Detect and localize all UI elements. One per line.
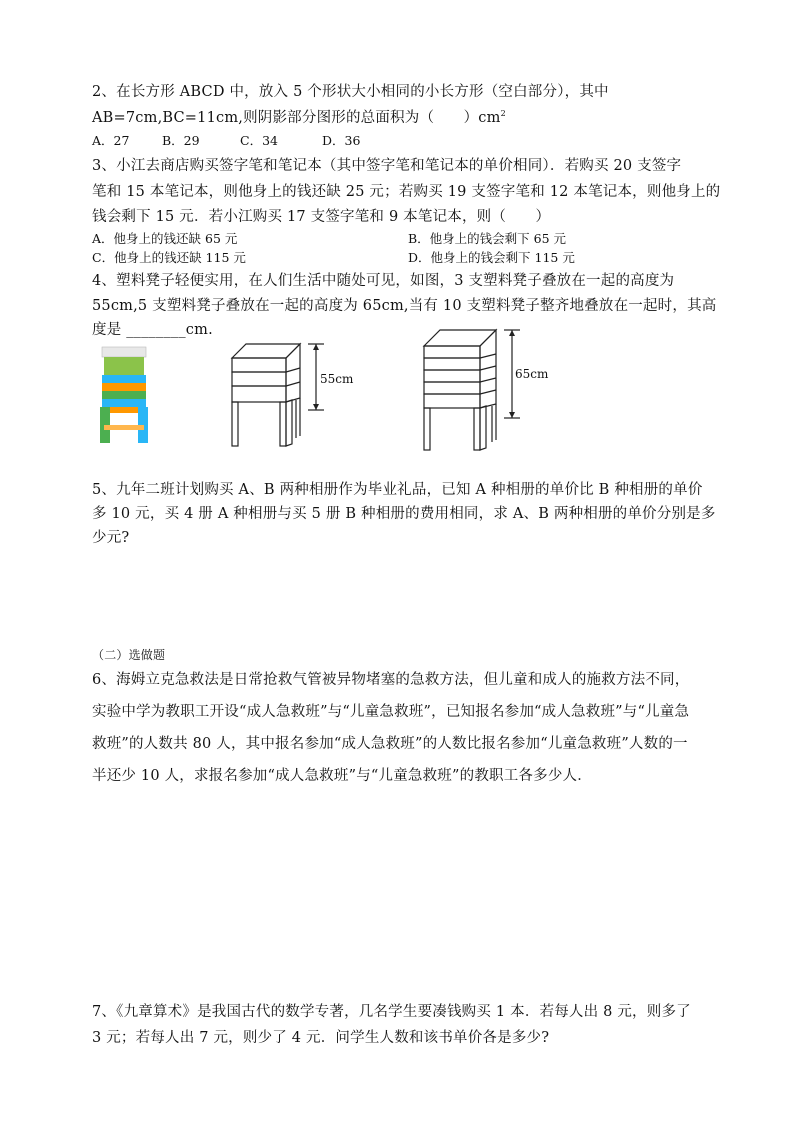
q7-line-2: 3 元；若每人出 7 元，则少了 4 元．问学生人数和该书单价各是多少?	[92, 1030, 550, 1046]
stool-stack-5-diagram	[420, 326, 570, 454]
q6-line-1: 6、海姆立克急救法是日常抢救气管被异物堵塞的急救方法，但儿童和成人的施救方法不同，	[92, 672, 690, 688]
q6-line-2: 实验中学为教职工开设“成人急救班”与“儿童急救班”，已知报名参加“成人急救班”与“儿童急	[92, 704, 690, 720]
q3-line-1: 3、小江去商店购买签字笔和笔记本（其中签字笔和笔记本的单价相同）．若购买 20 支签字	[92, 158, 682, 174]
section-title-optional: （二）选做题	[92, 648, 166, 662]
q2-option-b: B．29	[162, 133, 200, 148]
fig2-height-label: 65cm	[515, 367, 549, 381]
q7-line-1: 7、《九章算术》是我国古代的数学专著，几名学生要凑钱购买 1 本．若每人出 8 元，则多了	[92, 1004, 691, 1020]
q4-line-1: 4、塑料凳子轻便实用，在人们生活中随处可见，如图，3 支塑料凳子叠放在一起的高度为	[92, 273, 675, 289]
q3-line-2: 笔和 15 本笔记本，则他身上的钱还缺 25 元；若购买 19 支签字笔和 12 本笔记本，则他身上的	[92, 184, 721, 200]
q3-option-b: B．他身上的钱会剩下 65 元	[408, 231, 567, 246]
q5-line-2: 多 10 元，买 4 册 A 种相册与买 5 册 B 种相册的费用相同，求 A、B 两种相册的单价分别是多	[92, 506, 716, 522]
q3-option-d: D．他身上的钱会剩下 115 元	[408, 250, 575, 265]
q3-option-a: A．他身上的钱还缺 65 元	[92, 231, 238, 246]
q2-option-c: C．34	[240, 133, 278, 148]
q2-line-1: 2、在长方形 ABCD 中，放入 5 个形状大小相同的小长方形（空白部分），其中	[92, 84, 609, 100]
q2-line-2	[92, 106, 506, 127]
q3-option-c: C．他身上的钱还缺 115 元	[92, 250, 246, 265]
q2-line-2-text: AB=7cm,BC=11cm,则阴影部分图形的总面积为（ ）cm	[92, 110, 501, 126]
q2-option-d: D．36	[322, 133, 361, 148]
q2-option-a: A．27	[92, 133, 130, 148]
fig1-height-label: 55cm	[320, 372, 354, 386]
q6-line-3: 救班”的人数共 80 人，其中报名参加“成人急救班”的人数比报名参加“儿童急救班”人数的一	[92, 736, 688, 752]
q4-line-2: 55cm,5 支塑料凳子叠放在一起的高度为 65cm,当有 10 支塑料凳子整齐地叠放在一起时，其高	[92, 298, 717, 314]
q5-line-1: 5、九年二班计划购买 A、B 两种相册作为毕业礼品，已知 A 种相册的单价比 B 种相册的单价	[92, 482, 703, 498]
q6-line-4: 半还少 10 人，求报名参加“成人急救班”与“儿童急救班”的教职工各多少人．	[92, 768, 592, 784]
q2-unit-superscript: 2	[500, 109, 506, 119]
stool-stack-3-diagram	[228, 340, 378, 452]
q4-line-3: 度是 ________cm.	[92, 322, 213, 338]
q3-line-3: 钱会剩下 15 元．若小江购买 17 支签字笔和 9 本笔记本，则（ ）	[92, 209, 551, 225]
stool-photo	[96, 345, 152, 445]
q5-line-3: 少元?	[92, 530, 130, 546]
